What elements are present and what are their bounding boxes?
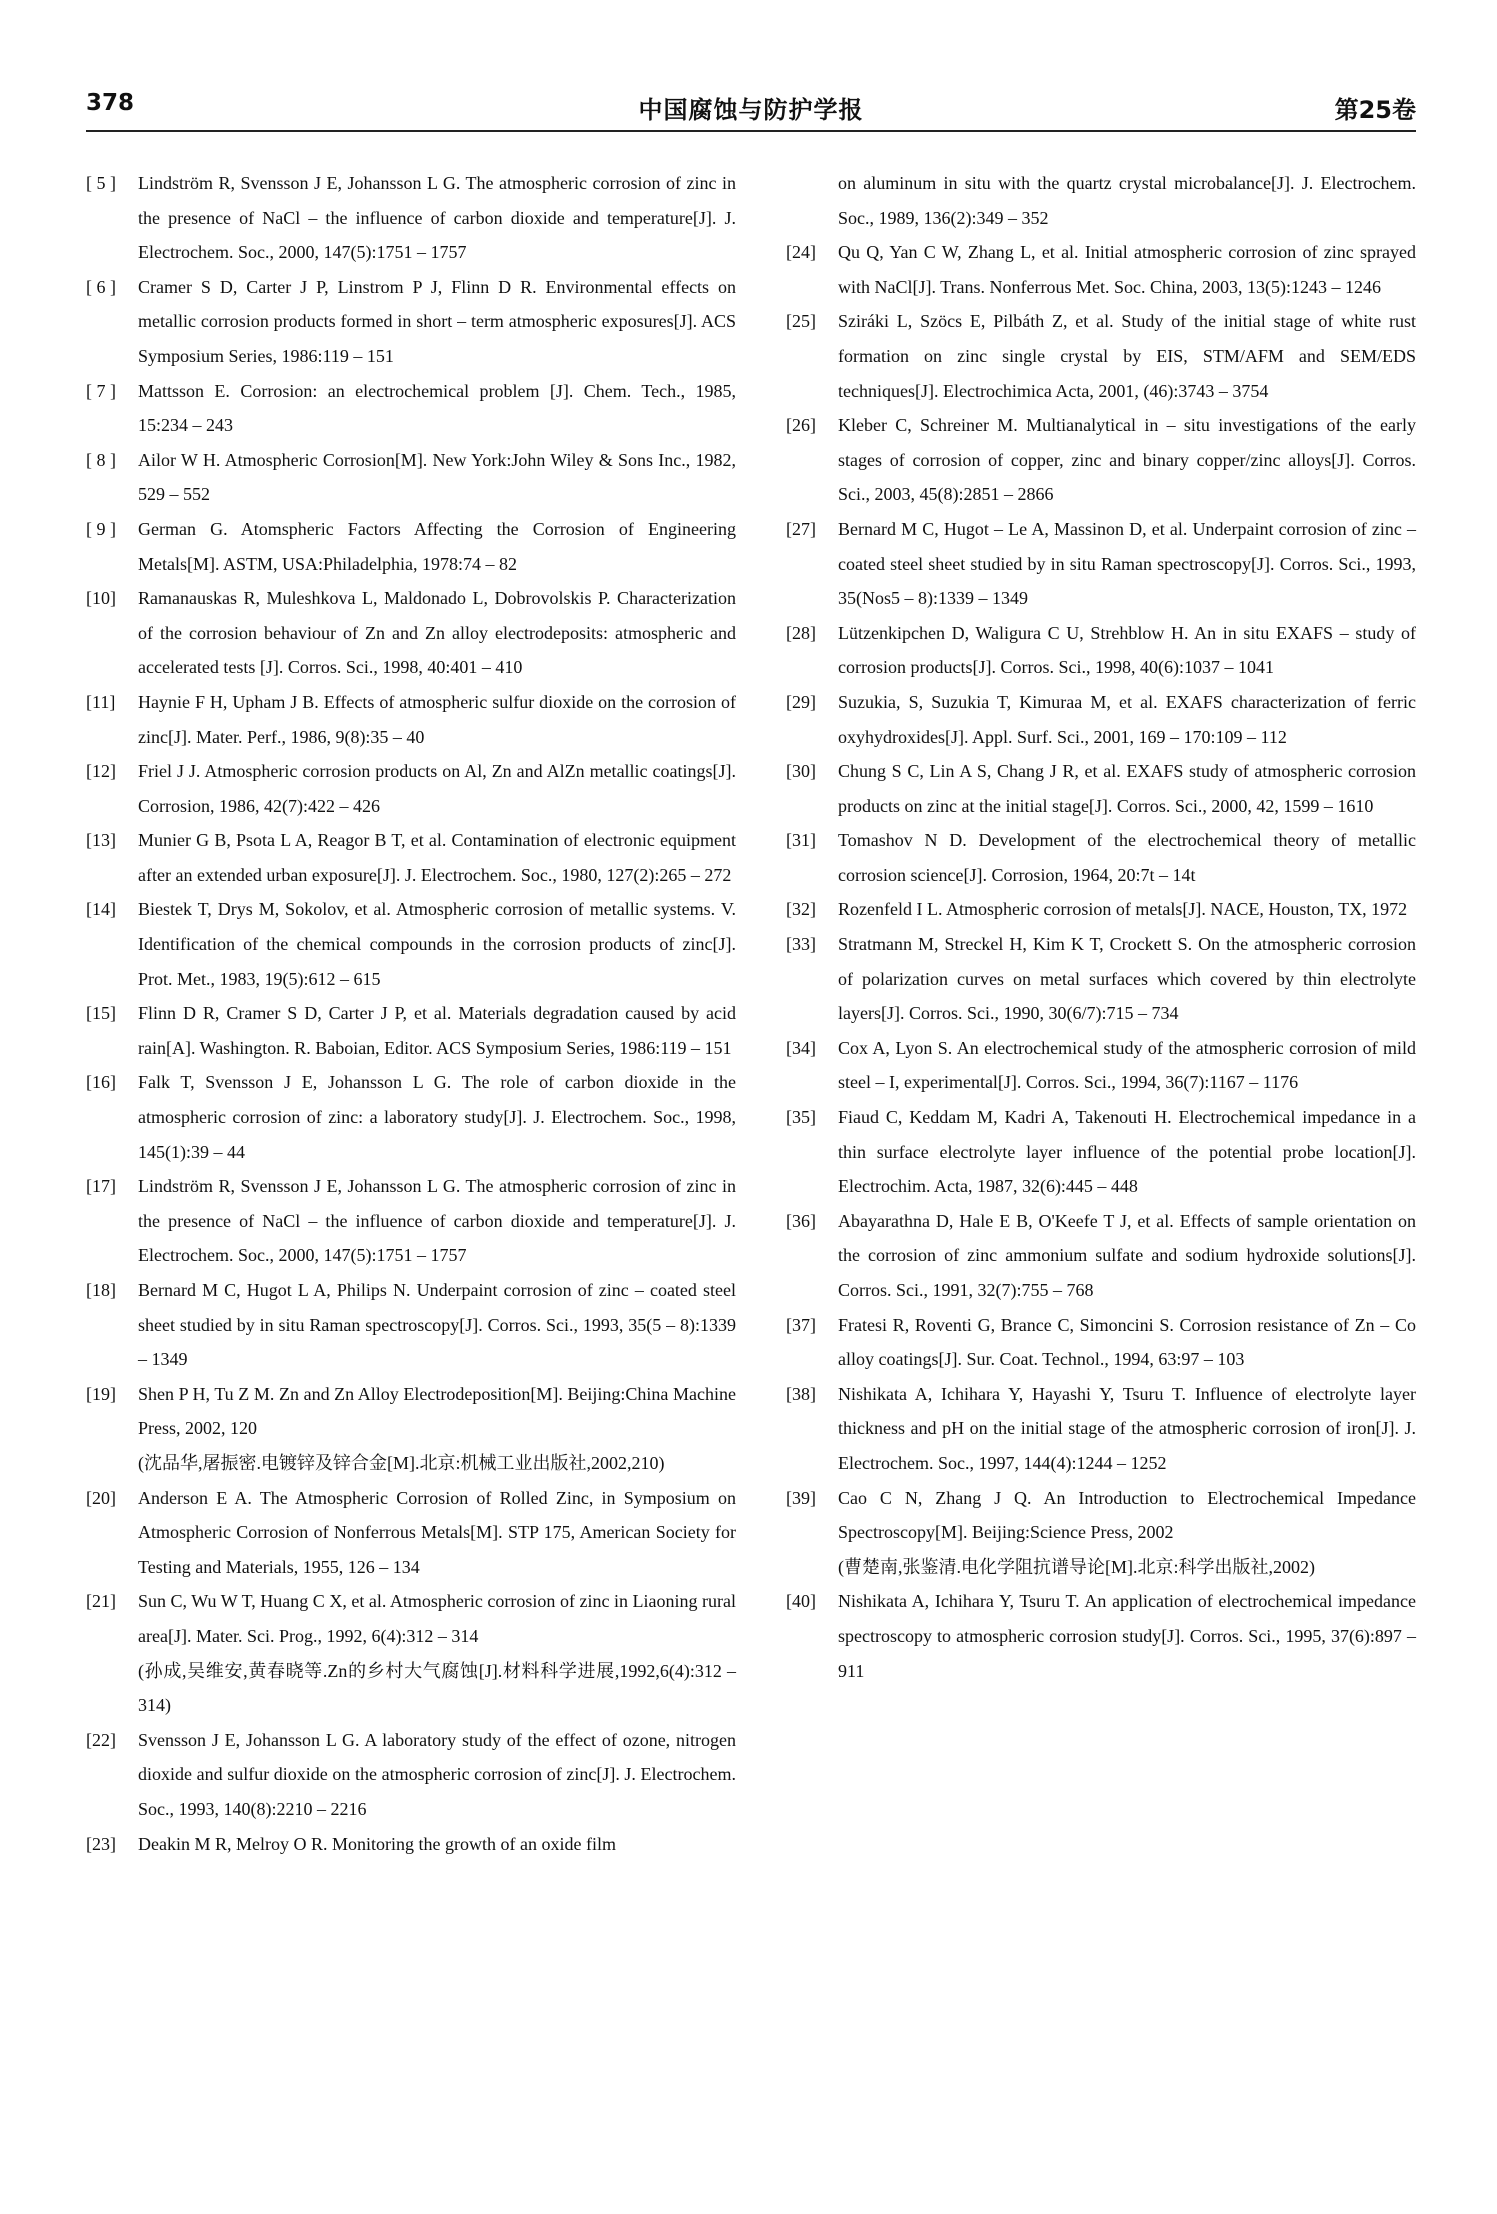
reference-number: [22] bbox=[86, 1729, 116, 1750]
reference-item bbox=[86, 823, 736, 892]
reference-text: Abayarathna D, Hale E B, O'Keefe T J, et al. Effects of sample orientation on the corrosion of zinc ammonium sulfate and sodium hydroxide solutions[J]. Corros. Sci., 1991, 32(7):755 – 768 bbox=[838, 1210, 1416, 1300]
reference-number: [ 7 ] bbox=[86, 380, 116, 401]
reference-item bbox=[86, 685, 736, 754]
reference-item bbox=[786, 685, 1416, 754]
reference-number: [32] bbox=[786, 899, 816, 920]
reference-number: [10] bbox=[86, 588, 116, 609]
right-column bbox=[786, 166, 1416, 1688]
reference-text: Bernard M C, Hugot L A, Philips N. Underpaint corrosion of zinc – coated steel sheet studied by in situ Raman spectroscopy[J]. Corros. Sci., 1993, 35(5 – 8):1339 – 1349 bbox=[138, 1280, 736, 1370]
reference-item bbox=[86, 1065, 736, 1169]
reference-text: Chung S C, Lin A S, Chang J R, et al. EXAFS study of atmospheric corrosion products on zinc at the initial stage[J]. Corros. Sci., 2000, 42, 1599 – 1610 bbox=[838, 761, 1416, 816]
reference-item bbox=[786, 823, 1416, 892]
reference-text: Cao C N, Zhang J Q. An Introduction to Electrochemical Impedance Spectroscopy[M]. Beijing:Science Press, 2002 bbox=[838, 1487, 1416, 1543]
reference-item bbox=[86, 270, 736, 374]
reference-chinese-text: (曹楚南,张鉴清.电化学阻抗谱导论[M].北京:科学出版社,2002) bbox=[838, 1556, 1315, 1577]
reference-number: [36] bbox=[786, 1210, 816, 1231]
reference-text: Sun C, Wu W T, Huang C X, et al. Atmospheric corrosion of zinc in Liaoning rural area[J]. Mater. Sci. Prog., 1992, 6(4):312 – 314 bbox=[138, 1591, 736, 1646]
reference-number: [30] bbox=[786, 761, 816, 782]
reference-text: Cramer S D, Carter J P, Linstrom P J, Flinn D R. Environmental effects on metallic corrosion products formed in short – term atmospheric exposures[J]. ACS Symposium Series, 1986:119 – 151 bbox=[138, 276, 736, 366]
reference-number: [ 9 ] bbox=[86, 518, 116, 539]
reference-text: Deakin M R, Melroy O R. Monitoring the growth of an oxide film bbox=[138, 1833, 616, 1854]
reference-item bbox=[786, 235, 1416, 304]
left-column bbox=[86, 166, 736, 1861]
page-number: 378 bbox=[86, 90, 135, 116]
reference-number: [25] bbox=[786, 311, 816, 332]
reference-number: [24] bbox=[786, 242, 816, 263]
reference-number: [17] bbox=[86, 1176, 116, 1197]
reference-chinese-text: (沈品华,屠振密.电镀锌及锌合金[M].北京:机械工业出版社,2002,210) bbox=[138, 1452, 665, 1473]
reference-text: Svensson J E, Johansson L G. A laboratory study of the effect of ozone, nitrogen dioxide and sulfur dioxide on the atmospheric corrosion of zinc[J]. J. Electrochem. Soc., 1993, 140(8):2210 – 2216 bbox=[138, 1729, 736, 1819]
reference-text: Stratmann M, Streckel H, Kim K T, Crockett S. On the atmospheric corrosion of polarization curves on metal surfaces which covered by thin electrolyte layers[J]. Corros. Sci., 1990, 30(6/7):715 – 734 bbox=[838, 934, 1416, 1024]
reference-number: [39] bbox=[786, 1487, 816, 1508]
journal-title: 中国腐蚀与防护学报 bbox=[638, 96, 864, 124]
reference-item bbox=[786, 1377, 1416, 1481]
reference-item bbox=[786, 892, 1416, 927]
reference-text: Anderson E A. The Atmospheric Corrosion of Rolled Zinc, in Symposium on Atmospheric Corrosion of Nonferrous Metals[M]. STP 175, American Society for Testing and Materials, 1955, 126 – 134 bbox=[138, 1487, 736, 1577]
right-reference-list bbox=[786, 235, 1416, 1688]
reference-number: [19] bbox=[86, 1383, 116, 1404]
reference-number: [21] bbox=[86, 1591, 116, 1612]
reference-text: Lindström R, Svensson J E, Johansson L G. The atmospheric corrosion of zinc in the presence of NaCl – the influence of carbon dioxide and temperature[J]. J. Electrochem. Soc., 2000, 147(5):1751 – 1757 bbox=[138, 173, 736, 263]
reference-text: Lindström R, Svensson J E, Johansson L G. The atmospheric corrosion of zinc in the presence of NaCl – the influence of carbon dioxide and temperature[J]. J. Electrochem. Soc., 2000, 147(5):1751 – 1757 bbox=[138, 1176, 736, 1266]
reference-number: [31] bbox=[786, 830, 816, 851]
reference-number: [ 8 ] bbox=[86, 449, 116, 470]
reference-item bbox=[86, 1377, 736, 1481]
reference-text: Shen P H, Tu Z M. Zn and Zn Alloy Electrodeposition[M]. Beijing:China Machine Press, 2002, 120 bbox=[138, 1383, 736, 1439]
reference-text: Biestek T, Drys M, Sokolov, et al. Atmospheric corrosion of metallic systems. V. Identification of the chemical compounds in the corrosion products of zinc[J]. Prot. Met., 1983, 19(5):612 – 615 bbox=[138, 899, 736, 989]
reference-text: Lützenkipchen D, Waligura C U, Strehblow H. An in situ EXAFS – study of corrosion products[J]. Corros. Sci., 1998, 40(6):1037 – 1041 bbox=[838, 622, 1416, 678]
reference-text: Sziráki L, Szöcs E, Pilbáth Z, et al. Study of the initial stage of white rust formation on zinc single crystal by EIS, STM/AFM and SEM/EDS techniques[J]. Electrochimica Acta, 2001, (46):3743 – 3754 bbox=[838, 311, 1416, 401]
reference-item bbox=[786, 512, 1416, 616]
reference-item bbox=[786, 1481, 1416, 1585]
reference-number: [28] bbox=[786, 622, 816, 643]
reference-text: Falk T, Svensson J E, Johansson L G. The role of carbon dioxide in the atmospheric corrosion of zinc: a laboratory study[J]. J. Electrochem. Soc., 1998, 145(1):39 – 44 bbox=[138, 1072, 736, 1162]
reference-item bbox=[86, 1481, 736, 1585]
reference-item bbox=[786, 927, 1416, 1031]
reference-item bbox=[786, 1308, 1416, 1377]
reference-number: [26] bbox=[786, 415, 816, 436]
reference-text: Suzukia, S, Suzukia T, Kimuraa M, et al. EXAFS characterization of ferric oxyhydroxides[J]. Appl. Surf. Sci., 2001, 169 – 170:109 – 112 bbox=[838, 691, 1416, 747]
reference-item bbox=[86, 892, 736, 996]
reference-item bbox=[86, 166, 736, 270]
reference-item bbox=[86, 1723, 736, 1827]
reference-text: Nishikata A, Ichihara Y, Hayashi Y, Tsuru T. Influence of electrolyte layer thickness and pH on the initial stage of the atmospheric corrosion of iron[J]. J. Electrochem. Soc., 1997, 144(4):1244 – 1252 bbox=[838, 1383, 1416, 1473]
reference-item bbox=[786, 1584, 1416, 1688]
reference-item bbox=[786, 1031, 1416, 1100]
reference-chinese-text: (孙成,吴维安,黄春晓等.Zn的乡村大气腐蚀[J].材料科学进展,1992,6(4):312 – 314) bbox=[138, 1660, 736, 1716]
reference-text: Tomashov N D. Development of the electrochemical theory of metallic corrosion science[J]. Corrosion, 1964, 20:7t – 14t bbox=[838, 830, 1416, 885]
reference-item bbox=[86, 512, 736, 581]
reference-text: Bernard M C, Hugot – Le A, Massinon D, et al. Underpaint corrosion of zinc – coated steel sheet studied by in situ Raman spectroscopy[J]. Corros. Sci., 1993, 35(Nos5 – 8):1339 – 1349 bbox=[838, 518, 1416, 609]
reference-continuation: on aluminum in situ with the quartz crystal microbalance[J]. J. Electrochem. Soc., 1989, 136(2):349 – 352 bbox=[838, 173, 1416, 228]
reference-number: [20] bbox=[86, 1487, 116, 1508]
reference-text: Haynie F H, Upham J B. Effects of atmospheric sulfur dioxide on the corrosion of zinc[J]. Mater. Perf., 1986, 9(8):35 – 40 bbox=[138, 691, 736, 747]
reference-text: Mattsson E. Corrosion: an electrochemical problem [J]. Chem. Tech., 1985, 15:234 – 243 bbox=[138, 380, 736, 436]
reference-number: [27] bbox=[786, 518, 816, 539]
reference-number: [12] bbox=[86, 761, 116, 782]
reference-text: Fratesi R, Roventi G, Brance C, Simoncini S. Corrosion resistance of Zn – Co alloy coatings[J]. Sur. Coat. Technol., 1994, 63:97 – 103 bbox=[838, 1314, 1416, 1370]
reference-text: Nishikata A, Ichihara Y, Tsuru T. An application of electrochemical impedance spectroscopy to atmospheric corrosion study[J]. Corros. Sci., 1995, 37(6):897 – 911 bbox=[838, 1591, 1416, 1681]
reference-text: Rozenfeld I L. Atmospheric corrosion of metals[J]. NACE, Houston, TX, 1972 bbox=[838, 899, 1408, 920]
reference-number: [ 6 ] bbox=[86, 276, 116, 297]
reference-item bbox=[786, 616, 1416, 685]
reference-number: [23] bbox=[86, 1833, 116, 1854]
reference-item bbox=[786, 754, 1416, 823]
reference-number: [16] bbox=[86, 1072, 116, 1093]
reference-number: [14] bbox=[86, 899, 116, 920]
reference-item bbox=[86, 443, 736, 512]
reference-text: German G. Atomspheric Factors Affecting the Corrosion of Engineering Metals[M]. ASTM, USA:Philadelphia, 1978:74 – 82 bbox=[138, 518, 736, 574]
reference-text: Friel J J. Atmospheric corrosion products on Al, Zn and AlZn metallic coatings[J]. Corrosion, 1986, 42(7):422 – 426 bbox=[138, 761, 736, 816]
reference-number: [29] bbox=[786, 691, 816, 712]
reference-item bbox=[86, 1827, 736, 1862]
reference-number: [40] bbox=[786, 1591, 816, 1612]
reference-item bbox=[86, 1584, 736, 1722]
reference-number: [15] bbox=[86, 1003, 116, 1024]
reference-number: [33] bbox=[786, 934, 816, 955]
reference-number: [34] bbox=[786, 1037, 816, 1058]
reference-text: Ramanauskas R, Muleshkova L, Maldonado L, Dobrovolskis P. Characterization of the corrosion behaviour of Zn and Zn alloy electrodeposits: atmospheric and accelerated tests [J]. Corros. Sci., 1998, 40:401 – 410 bbox=[138, 588, 736, 678]
reference-item bbox=[86, 1169, 736, 1273]
reference-number: [37] bbox=[786, 1314, 816, 1335]
reference-item bbox=[86, 996, 736, 1065]
reference-text: Munier G B, Psota L A, Reagor B T, et al. Contamination of electronic equipment after an extended urban exposure[J]. J. Electrochem. Soc., 1980, 127(2):265 – 272 bbox=[138, 830, 736, 885]
reference-item bbox=[86, 374, 736, 443]
reference-text: Ailor W H. Atmospheric Corrosion[M]. New York:John Wiley & Sons Inc., 1982, 529 – 552 bbox=[138, 449, 736, 505]
reference-item bbox=[786, 304, 1416, 408]
reference-number: [35] bbox=[786, 1107, 816, 1128]
volume-label: 第25卷 bbox=[1334, 96, 1416, 124]
reference-text: Qu Q, Yan C W, Zhang L, et al. Initial atmospheric corrosion of zinc sprayed with NaCl[J]. Trans. Nonferrous Met. Soc. China, 2003, 13(5):1243 – 1246 bbox=[838, 242, 1416, 297]
reference-number: [ 5 ] bbox=[86, 173, 116, 193]
reference-text: Cox A, Lyon S. An electrochemical study of the atmospheric corrosion of mild steel – I, experimental[J]. Corros. Sci., 1994, 36(7):1167 – 1176 bbox=[838, 1037, 1416, 1093]
reference-item bbox=[86, 754, 736, 823]
reference-text: Flinn D R, Cramer S D, Carter J P, et al. Materials degradation caused by acid rain[A]. Washington. R. Baboian, Editor. ACS Symposium Series, 1986:119 – 151 bbox=[138, 1003, 736, 1058]
reference-text: Kleber C, Schreiner M. Multianalytical in – situ investigations of the early stages of corrosion of copper, zinc and binary copper/zinc alloys[J]. Corros. Sci., 2003, 45(8):2851 – 2866 bbox=[838, 415, 1416, 505]
reference-number: [18] bbox=[86, 1280, 116, 1300]
reference-text: Fiaud C, Keddam M, Kadri A, Takenouti H. Electrochemical impedance in a thin surface electrolyte layer influence of the potential probe location[J]. Electrochim. Acta, 1987, 32(6):445 – 448 bbox=[838, 1107, 1416, 1197]
reference-item bbox=[86, 581, 736, 685]
reference-item bbox=[86, 1273, 736, 1377]
reference-number: [11] bbox=[86, 691, 116, 712]
left-reference-list bbox=[86, 166, 736, 1861]
reference-item bbox=[786, 1204, 1416, 1308]
header-rule bbox=[86, 130, 1416, 132]
reference-number: [13] bbox=[86, 830, 116, 851]
reference-item bbox=[786, 408, 1416, 512]
page-header bbox=[86, 90, 1416, 124]
reference-number: [38] bbox=[786, 1383, 816, 1404]
reference-item bbox=[786, 1100, 1416, 1204]
